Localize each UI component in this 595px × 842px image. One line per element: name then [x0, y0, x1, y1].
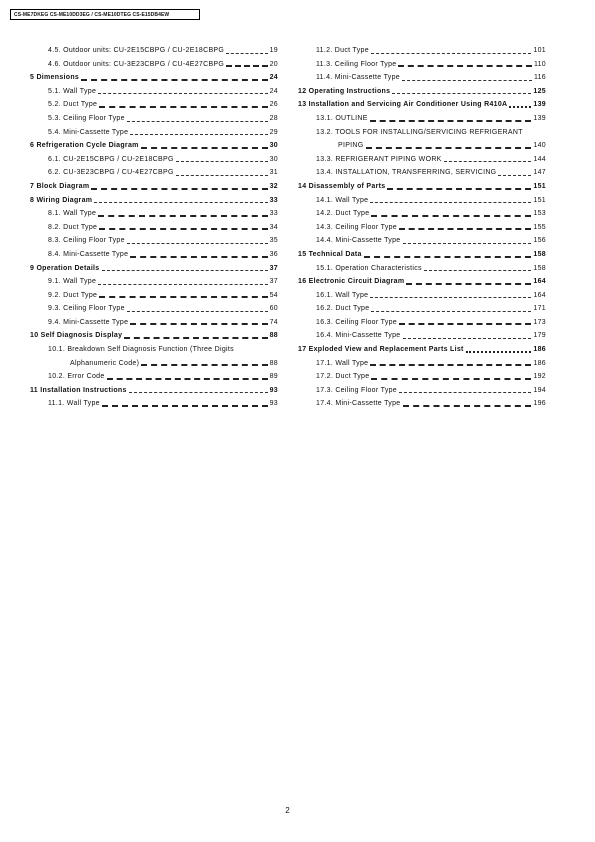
dot-leader — [102, 270, 268, 271]
toc-entry-title: 7 Block Diagram — [30, 182, 90, 190]
toc-entry-title: 17.4. Mini-Cassette Type — [316, 400, 401, 408]
toc-entry-row — [48, 397, 278, 411]
toc-entry[interactable] — [298, 85, 546, 99]
dot-leader — [403, 243, 532, 244]
toc-entry[interactable] — [30, 275, 278, 289]
toc-entry-title: 11 Installation Instructions — [30, 386, 127, 394]
toc-entry[interactable] — [298, 153, 546, 167]
toc-entry[interactable] — [30, 397, 278, 411]
toc-entry-page: 139 — [533, 101, 546, 109]
toc-entry-page: 26 — [269, 101, 278, 109]
toc-entry-row — [316, 153, 546, 167]
toc-entry-title: 11.3. Ceiling Floor Type — [316, 60, 397, 68]
toc-entry-title: 6.1. CU-2E15CBPG / CU-2E18CBPG — [48, 155, 174, 163]
toc-entry[interactable] — [298, 98, 546, 112]
toc-entry[interactable] — [298, 207, 546, 221]
toc-entry-title: 15.1. Operation Characteristics — [316, 264, 422, 272]
toc-entry[interactable] — [30, 71, 278, 85]
toc-entry[interactable] — [298, 58, 546, 72]
toc-entry[interactable] — [298, 302, 546, 316]
dot-leader — [130, 323, 267, 325]
dot-leader — [107, 378, 268, 380]
toc-entry-page: 158 — [533, 264, 546, 272]
toc-entry-row — [298, 248, 546, 262]
toc-entry[interactable] — [298, 397, 546, 411]
toc-entry-title: 13.2. TOOLS FOR INSTALLING/SERVICING REFRIGERANT — [316, 128, 523, 136]
toc-entry-page: 36 — [269, 250, 278, 258]
toc-entry-row — [316, 397, 546, 411]
toc-entry-row — [316, 194, 546, 208]
toc-entry-page: 153 — [533, 210, 546, 218]
toc-entry[interactable] — [30, 85, 278, 99]
dot-leader — [99, 106, 267, 108]
toc-entry-page: 24 — [269, 87, 278, 95]
toc-entry-title-continuation: PIPING — [338, 142, 364, 150]
dot-leader — [370, 297, 531, 298]
toc-entry-title: 12 Operating Instructions — [298, 87, 391, 95]
dot-leader — [406, 283, 531, 285]
toc-entry[interactable] — [30, 384, 278, 398]
toc-entry-page: 30 — [269, 155, 278, 163]
dot-leader — [399, 392, 531, 393]
toc-entry-page: 33 — [269, 196, 278, 204]
toc-entry-row — [298, 180, 546, 194]
toc-entry-page: 30 — [269, 142, 278, 150]
toc-entry-row — [316, 221, 546, 235]
dot-leader — [424, 270, 532, 271]
toc-entry-row — [48, 234, 278, 248]
toc-entry-row — [48, 289, 278, 303]
toc-entry[interactable] — [30, 58, 278, 72]
toc-entry-row — [30, 329, 278, 343]
toc-entry[interactable] — [298, 248, 546, 262]
dot-leader — [176, 161, 268, 162]
toc-entry-row — [316, 112, 546, 126]
model-header-box: CS-ME7DKEG CS-ME10DD3EG / CS-ME10DTEG CS-E15DB4EW — [10, 9, 200, 20]
toc-entry-page: 179 — [533, 332, 546, 340]
toc-entry-page: 194 — [533, 386, 546, 394]
dot-leader — [371, 215, 531, 217]
toc-entry-row — [316, 58, 546, 72]
toc-entry-row — [316, 262, 546, 276]
toc-entry-title: 10.1. Breakdown Self Diagnosis Function (Three Digits — [48, 346, 234, 354]
toc-entry-row — [316, 71, 546, 85]
toc-entry-page: 173 — [533, 318, 546, 326]
toc-entry[interactable] — [298, 166, 546, 180]
dot-leader — [127, 121, 268, 122]
toc-entry-title: 17.2. Duct Type — [316, 373, 370, 381]
toc-entry-page: 171 — [533, 305, 546, 313]
toc-entry-row — [48, 85, 278, 99]
toc-entry-title: 10.2. Error Code — [48, 373, 105, 381]
toc-entry-page: 186 — [533, 359, 546, 367]
dot-leader — [466, 351, 532, 353]
dot-leader — [364, 256, 532, 258]
toc-entry[interactable] — [30, 194, 278, 208]
toc-entry[interactable] — [30, 112, 278, 126]
dot-leader — [399, 323, 531, 325]
dot-leader — [226, 65, 267, 67]
toc-entry[interactable] — [30, 44, 278, 58]
dot-leader — [141, 364, 267, 366]
toc-entry[interactable] — [30, 316, 278, 330]
toc-entry-page: 110 — [533, 60, 546, 68]
toc-entry-title: 16.1. Wall Type — [316, 291, 369, 299]
toc-entry-page: 54 — [269, 291, 278, 299]
toc-entry-row — [48, 153, 278, 167]
toc-entry-row — [30, 180, 278, 194]
toc-entry[interactable] — [30, 98, 278, 112]
toc-entry[interactable] — [298, 343, 546, 357]
toc-entry[interactable] — [30, 262, 278, 276]
dot-leader — [176, 175, 268, 176]
toc-entry-row — [316, 329, 546, 343]
dot-leader — [498, 175, 531, 176]
toc-entry-page: 93 — [269, 400, 278, 408]
toc-entry-page: 156 — [533, 237, 546, 245]
toc-entry-page: 20 — [269, 60, 278, 68]
toc-entry[interactable] — [298, 384, 546, 398]
toc-entry-row — [316, 166, 546, 180]
toc-entry-page: 34 — [269, 223, 278, 231]
toc-entry[interactable] — [298, 221, 546, 235]
toc-entry[interactable] — [298, 329, 546, 343]
toc-entry-page: 196 — [533, 400, 546, 408]
toc-entry[interactable] — [30, 370, 278, 384]
toc-entry-row — [298, 343, 546, 357]
toc-entry-page: 93 — [269, 386, 278, 394]
toc-entry-page: 192 — [533, 373, 546, 381]
toc-entry-row — [316, 302, 546, 316]
toc-entry-page: 28 — [269, 114, 278, 122]
toc-entry-title: 11.2. Duct Type — [316, 47, 369, 54]
toc-entry-page: 88 — [269, 332, 278, 340]
dot-leader — [127, 311, 268, 312]
toc-entry[interactable] — [30, 166, 278, 180]
toc-entry-title: 8.2. Duct Type — [48, 223, 98, 231]
toc-entry-title: 11.1. Wall Type — [48, 400, 100, 408]
toc-entry[interactable] — [298, 262, 546, 276]
toc-entry[interactable] — [298, 71, 546, 85]
dot-leader — [124, 337, 267, 339]
dot-leader — [99, 296, 267, 298]
toc-entry[interactable] — [30, 139, 278, 153]
toc-entry-title: 9.4. Mini-Cassette Type — [48, 318, 129, 326]
dot-leader — [127, 243, 268, 244]
dot-leader — [226, 53, 267, 54]
toc-entry-title: 5.3. Ceiling Floor Type — [48, 114, 125, 122]
dot-leader — [141, 147, 268, 149]
toc-entry[interactable] — [30, 126, 278, 140]
toc-entry-page: 147 — [533, 169, 546, 177]
toc-entry-page: 37 — [269, 264, 278, 272]
toc-entry[interactable] — [30, 248, 278, 262]
dot-leader — [130, 256, 267, 258]
dot-leader — [399, 228, 531, 230]
toc-entry-title: 8.4. Mini-Cassette Type — [48, 250, 129, 258]
dot-leader — [370, 202, 531, 203]
toc-entry[interactable] — [298, 44, 546, 58]
toc-entry-page: 139 — [533, 114, 546, 122]
toc-entry[interactable] — [298, 357, 546, 371]
toc-entry[interactable] — [298, 289, 546, 303]
toc-entry-row — [48, 126, 278, 140]
dot-leader — [402, 80, 532, 81]
dot-leader — [371, 378, 531, 380]
toc-entry-page: 151 — [533, 196, 546, 204]
dot-leader — [403, 338, 532, 339]
dot-leader — [91, 188, 267, 190]
dot-leader — [371, 311, 531, 312]
dot-leader — [366, 147, 532, 149]
toc-entry[interactable] — [30, 234, 278, 248]
toc-entry[interactable] — [298, 126, 546, 153]
toc-entry-row — [316, 289, 546, 303]
toc-entry-row — [316, 316, 546, 330]
toc-entry[interactable] — [30, 302, 278, 316]
toc-entry-row — [316, 44, 546, 58]
toc-entry-row — [30, 139, 278, 153]
toc-entry-page: 89 — [269, 373, 278, 381]
toc-entry-title: 5.2. Duct Type — [48, 101, 98, 109]
toc-entry-row — [48, 207, 278, 221]
dot-leader — [81, 79, 267, 81]
dot-leader — [509, 106, 531, 108]
dot-leader — [102, 405, 268, 407]
toc-entry-title: 9.2. Duct Type — [48, 291, 98, 299]
toc-entry-row — [298, 275, 546, 289]
dot-leader — [392, 93, 531, 94]
toc-entry-page: 37 — [269, 278, 278, 286]
toc-entry[interactable] — [298, 180, 546, 194]
toc-entry-page: 116 — [533, 74, 546, 82]
toc-entry-title: 9.1. Wall Type — [48, 278, 97, 286]
toc-entry-title: 8.1. Wall Type — [48, 210, 97, 218]
toc-entry-row — [298, 98, 546, 112]
dot-leader — [403, 405, 532, 407]
toc-entry[interactable] — [30, 180, 278, 194]
toc-entry[interactable] — [30, 153, 278, 167]
toc-entry-title: 14.3. Ceiling Floor Type — [316, 223, 398, 231]
toc-entry[interactable] — [298, 194, 546, 208]
toc-entry[interactable] — [298, 370, 546, 384]
toc-entry-row — [48, 302, 278, 316]
toc-entry-row — [48, 221, 278, 235]
toc-entry-page: 186 — [533, 346, 546, 354]
toc-entry-row — [30, 71, 278, 85]
toc-entry-title: 8 Wiring Diagram — [30, 196, 93, 204]
toc-entry-page: 164 — [533, 291, 546, 299]
toc-entry-row — [316, 370, 546, 384]
page-number: 2 — [285, 806, 290, 815]
toc-entry-title: 14 Disassembly of Parts — [298, 182, 386, 190]
toc-entry-row — [30, 262, 278, 276]
dot-leader — [370, 120, 532, 122]
toc-entry-row — [316, 384, 546, 398]
toc-entry-title: 13.1. OUTLINE — [316, 114, 368, 122]
dot-leader — [387, 188, 531, 190]
toc-entry-row — [316, 357, 546, 371]
toc-entry[interactable] — [30, 343, 278, 370]
toc-entry-title: 13.4. INSTALLATION, TRANSFERRING, SERVICING — [316, 169, 497, 177]
toc-entry-page: 88 — [269, 359, 278, 367]
toc-entry-page: 151 — [533, 182, 546, 190]
toc-entry-row — [48, 44, 278, 58]
toc-entry-row — [48, 58, 278, 72]
toc-entry-page: 125 — [533, 87, 546, 95]
toc-entry-title: 17 Exploded View and Replacement Parts List — [298, 346, 464, 354]
toc-entry-page: 140 — [533, 142, 546, 150]
toc-entry-title: 9 Operation Details — [30, 264, 100, 272]
toc-entry-page: 32 — [269, 182, 278, 190]
dot-leader — [370, 364, 531, 366]
toc-entry-title: 6.2. CU-3E23CBPG / CU-4E27CBPG — [48, 169, 174, 177]
toc-entry-title: 5.1. Wall Type — [48, 87, 97, 95]
toc-entry[interactable] — [30, 329, 278, 343]
dot-leader — [98, 93, 267, 94]
toc-entry-page: 19 — [269, 47, 278, 54]
toc-entry[interactable] — [30, 221, 278, 235]
toc-entry-title: 13.3. REFRIGERANT PIPING WORK — [316, 155, 442, 163]
toc-right-column — [298, 44, 546, 411]
toc-entry-row — [48, 275, 278, 289]
toc-entry-title: 5.4. Mini-Cassette Type — [48, 128, 129, 136]
toc-entry[interactable] — [298, 275, 546, 289]
toc-entry-title: 16.3. Ceiling Floor Type — [316, 318, 398, 326]
toc-entry[interactable] — [298, 316, 546, 330]
toc-entry-title: 17.3. Ceiling Floor Type — [316, 386, 398, 394]
toc-entry-title: 4.6. Outdoor units: CU-3E23CBPG / CU-4E27CBPG — [48, 60, 225, 68]
toc-entry-title: 11.4. Mini-Cassette Type — [316, 74, 400, 82]
dot-leader — [98, 215, 267, 217]
toc-entry-title: 14.1. Wall Type — [316, 196, 369, 204]
toc-entry-title: 17.1. Wall Type — [316, 359, 369, 367]
dot-leader — [130, 134, 267, 135]
toc-entry-page: 60 — [269, 305, 278, 313]
dot-leader — [444, 161, 532, 162]
toc-entry-title: 14.2. Duct Type — [316, 210, 370, 218]
toc-entry-row — [30, 194, 278, 208]
toc-entry-title-continuation: Alphanumeric Code) — [70, 359, 140, 367]
toc-entry-row — [48, 166, 278, 180]
toc-entry[interactable] — [30, 289, 278, 303]
toc-entry-title: 16.2. Duct Type — [316, 305, 370, 313]
toc-entry-title: 9.3. Ceiling Floor Type — [48, 305, 125, 313]
toc-entry-title: 8.3. Ceiling Floor Type — [48, 237, 125, 245]
toc-entry[interactable] — [298, 112, 546, 126]
toc-entry-row — [48, 357, 278, 371]
toc-entry-row — [48, 316, 278, 330]
toc-entry-row — [316, 234, 546, 248]
dot-leader — [94, 202, 267, 203]
toc-entry-row — [298, 85, 546, 99]
toc-entry-page: 74 — [269, 318, 278, 326]
toc-entry-page: 144 — [533, 155, 546, 163]
toc-entry-page: 164 — [533, 278, 546, 286]
toc-entry-page: 155 — [533, 223, 546, 231]
dot-leader — [98, 284, 267, 285]
toc-entry-title: 6 Refrigeration Cycle Diagram — [30, 142, 139, 150]
toc-entry-page: 31 — [269, 169, 278, 177]
toc-entry-title: 13 Installation and Servicing Air Conditioner Using R410A — [298, 101, 508, 109]
toc-entry-page: 101 — [533, 47, 546, 54]
dot-leader — [99, 228, 267, 230]
toc-entry-page: 35 — [269, 237, 278, 245]
toc-left-column — [30, 44, 278, 411]
toc-entry-row — [48, 370, 278, 384]
toc-entry-row — [48, 98, 278, 112]
dot-leader — [398, 65, 531, 67]
toc-entry-row — [48, 248, 278, 262]
toc-entry-row — [30, 384, 278, 398]
toc-entry-page: 24 — [269, 74, 278, 82]
toc-entry-row — [316, 207, 546, 221]
toc-entry[interactable] — [30, 207, 278, 221]
toc-entry-page: 33 — [269, 210, 278, 218]
toc-entry-title: 10 Self Diagnosis Display — [30, 332, 123, 340]
dot-leader — [129, 392, 268, 393]
toc-entry-row — [316, 139, 546, 153]
toc-entry[interactable] — [298, 234, 546, 248]
toc-entry-row — [48, 112, 278, 126]
dot-leader — [371, 53, 532, 54]
toc-entry-title: 15 Technical Data — [298, 250, 362, 258]
toc-entry-page: 29 — [269, 128, 278, 136]
toc-entry-title: 16 Electronic Circuit Diagram — [298, 278, 405, 286]
toc-entry-title: 16.4. Mini-Cassette Type — [316, 332, 401, 340]
toc-entry-title: 4.5. Outdoor units: CU-2E15CBPG / CU-2E18CBPG — [48, 47, 225, 54]
toc-entry-title: 5 Dimensions — [30, 74, 80, 82]
toc-entry-title: 14.4. Mini-Cassette Type — [316, 237, 401, 245]
toc-entry-page: 158 — [533, 250, 546, 258]
